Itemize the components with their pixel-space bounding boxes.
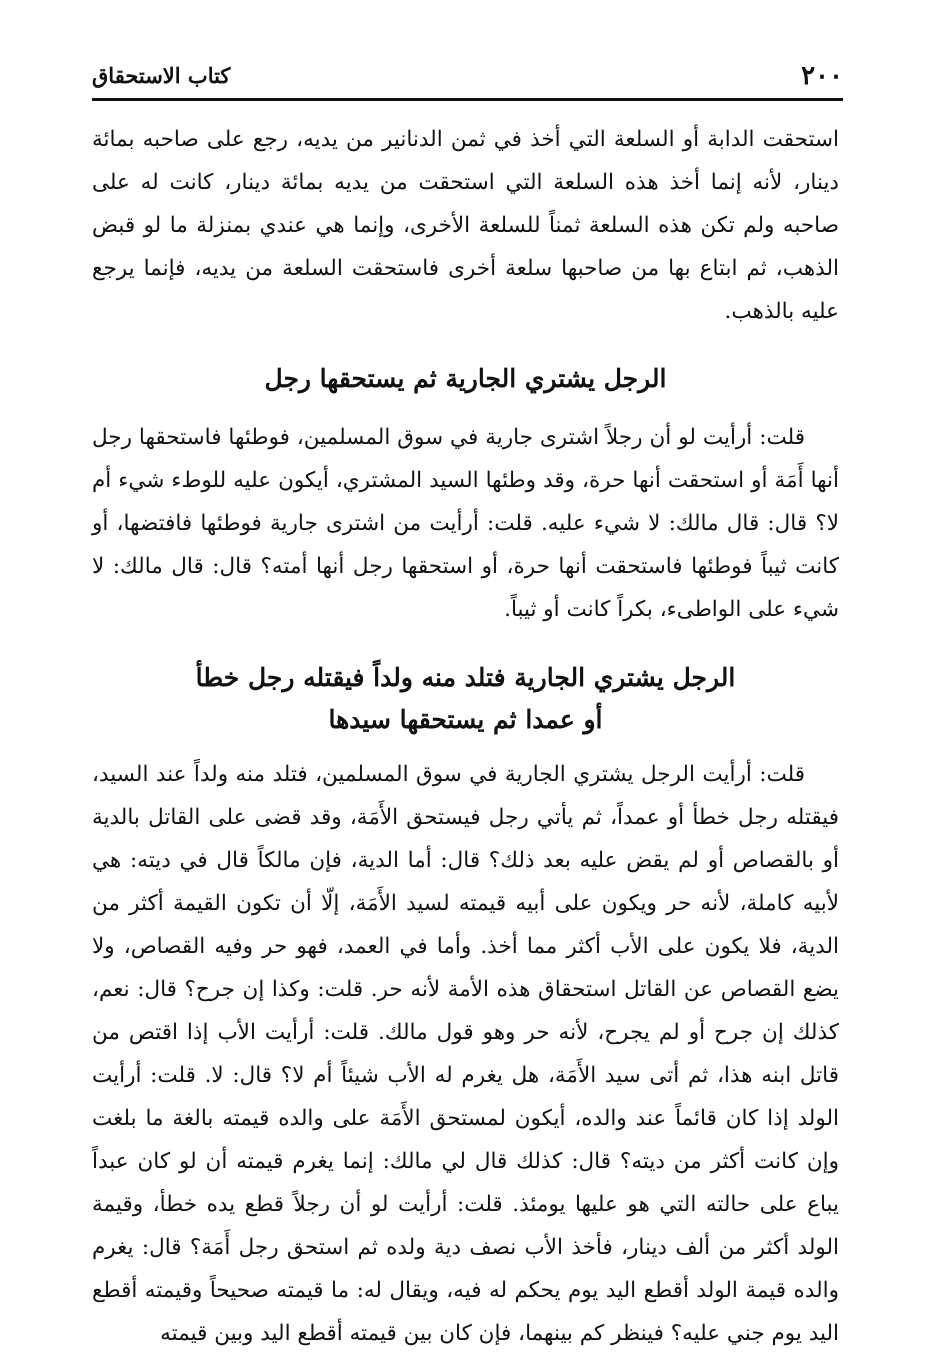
running-header: [92, 58, 843, 101]
section-2-paragraph: قلت: أرأيت الرجل يشتري الجارية في سوق المسلمين، فتلد منه ولداً عند السيد، فيقتله رجل خطأ أو عمداً، ثم يأتي رجل فيستحق الأَمَة، وقد قضى على القاتل بالدية أو بالقصاص أو لم يقض عليه بعد ذلك؟ قال: أما الدية، فإن مالكاً قال في ديته: هي لأبيه كاملة، لأنه حر ويكون على أبيه قيمته لسيد الأَمَة، إلّا أن تكون القيمة أكثر من الدية، فلا يكون على الأب أكثر مما أخذ. وأما في العمد، فهو حر وفيه القصاص، ولا يضع القصاص عن القاتل استحقاق هذه الأمة لأنه حر. قلت: وكذا إن جرح؟ قال: نعم، كذلك إن جرح أو لم يجرح، لأنه حر وهو قول مالك. قلت: أرأيت الأب إذا اقتص من قاتل ابنه هذا، ثم أتى سيد الأَمَة، هل يغرم له الأب شيئاً أم لا؟ قال: لا. قلت: أرأيت الولد إذا كان قائماً عند والده، أيكون لمستحق الأَمَة على والده قيمته بالغة ما بلغت وإن كانت أكثر من ديته؟ قال: كذلك قال لي مالك: إنما يغرم قيمته أن لو كان عبداً يباع على حالته التي هو عليها يومئذ. قلت: أرأيت لو أن رجلاً قطع يده خطأ، وقيمة الولد أكثر من ألف دينار، فأخذ الأب نصف دية ولده ثم استحق رجل أَمَة؟ قال: يغرم والده قيمة الولد أقطع اليد يوم يحكم له فيه، ويقال له: ما قيمته صحيحاً وقيمته أقطع اليد يوم جني عليه؟ فينظر كم بينهما، فإن كان بين قيمته أقطع اليد وبين قيمته: [92, 762, 839, 1346]
section-heading-2: [92, 631, 839, 753]
section-heading-1: الرجل يشتري الجارية ثم يستحقها رجل: [264, 364, 667, 393]
section-1-paragraph: قلت: أرأيت لو أن رجلاً اشترى جارية في سوق المسلمين، فوطئها فاستحقها رجل أنها أَمَة أو استحقت أنها حرة، وقد وطئها السيد المشتري، أيكون عليه للوطء شيء أم لا؟ قال: قال مالك: لا شيء عليه. قلت: أرأيت من اشترى جارية فوطئها فافتضها، أو كانت ثيباً فوطئها فاستحقت أنها حرة، أو استحقها رجل أنها أمته؟ قال: قال مالك: لا شيء على الواطىء، بكراً كانت أو ثيباً.: [92, 425, 839, 622]
section-heading-2-line-2: أو عمدا ثم يستحقها سيدها: [328, 705, 603, 734]
book-title: كتاب الاستحقاق: [92, 63, 231, 88]
page-number: ٢٠٠: [801, 61, 843, 91]
intro-paragraph: استحقت الدابة أو السلعة التي أخذ في ثمن الدنانير من يديه، رجع على صاحبه بمائة دينار، لأنه إنما أخذ هذه السلعة التي استحقت من يديه بمائة دينار، كانت له على صاحبه ولم تكن هذه السلعة ثمناً للسلعة الأخرى، وإنما هي عندي بمنزلة ما لو قبض الذهب، ثم ابتاع بها من صاحبها سلعة أخرى فاستحقت السلعة من يديه، فإنما يرجع عليه بالذهب.: [92, 127, 839, 324]
section-heading-2-line-1: الرجل يشتري الجارية فتلد منه ولداً فيقتله رجل خطأ: [195, 663, 736, 692]
page-body: [92, 118, 839, 1355]
